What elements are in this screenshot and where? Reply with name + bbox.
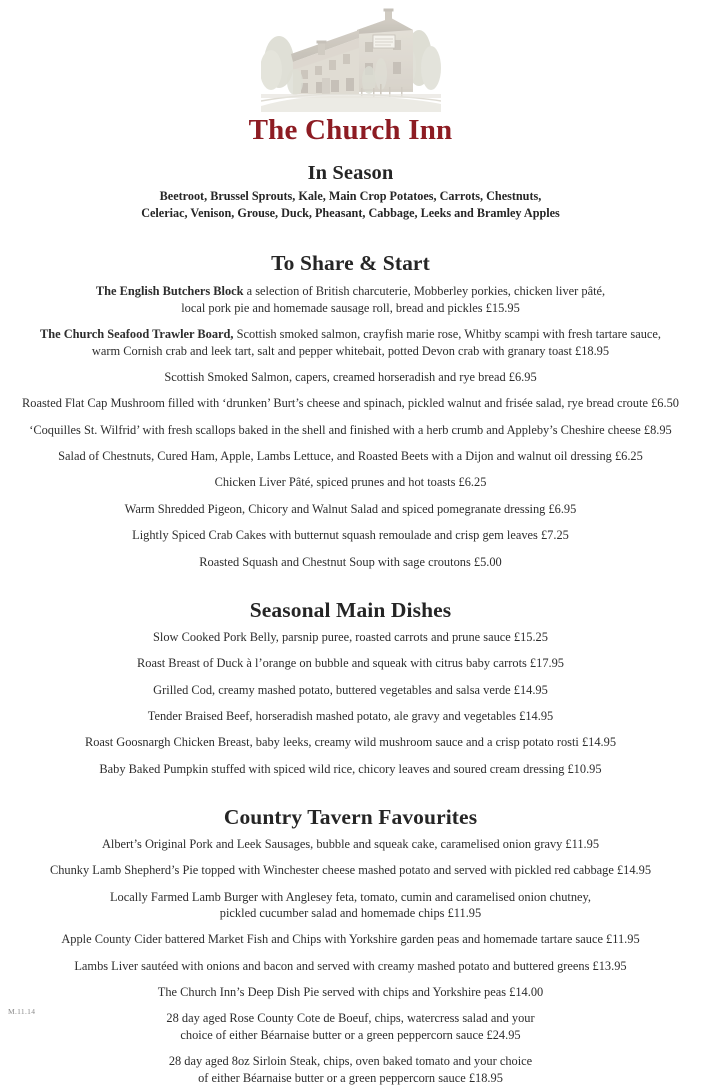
in-season-line: Celeriac, Venison, Grouse, Duck, Pheasant, Cabbage, Leeks and Bramley Apples bbox=[141, 206, 560, 221]
menu-item-text: Baby Baked Pumpkin stuffed with spiced wild rice, chicory leaves and soured cream dressing £10.95 bbox=[99, 761, 602, 776]
menu-item-text: Apple County Cider battered Market Fish and Chips with Yorkshire garden peas and homemade tartare sauce £11.95 bbox=[61, 932, 640, 947]
menu-item-text: Grilled Cod, creamy mashed potato, buttered vegetables and salsa verde £14.95 bbox=[153, 682, 548, 697]
menu-item bbox=[11, 836, 691, 852]
section-country-tavern-favourites bbox=[0, 805, 701, 1086]
menu-item-text: Locally Farmed Lamb Burger with Anglesey feta, tomato, cumin and caramelised onion chutney, bbox=[109, 889, 592, 904]
section-seasonal-main-dishes bbox=[0, 598, 701, 777]
menu-item-lead: The English Butchers Block bbox=[95, 284, 244, 299]
menu-item-text: Albert’s Original Pork and Leek Sausages, bubble and squeak cake, caramelised onion gravy £11.95 bbox=[101, 836, 600, 851]
menu-item-text: Warm Shredded Pigeon, Chicory and Walnut Salad and spiced pomegranate dressing £6.95 bbox=[124, 501, 577, 516]
menu-item-lead: The Church Seafood Trawler Board, bbox=[39, 327, 234, 342]
menu-item-text: Lightly Spiced Crab Cakes with butternut squash remoulade and crisp gem leaves £7.25 bbox=[132, 528, 569, 543]
menu-item-text: The Church Inn’s Deep Dish Pie served with chips and Yorkshire peas £14.00 bbox=[157, 985, 544, 1000]
menu-item bbox=[11, 708, 691, 724]
menu-item-text: Slow Cooked Pork Belly, parsnip puree, roasted carrots and prune sauce £15.25 bbox=[153, 629, 548, 644]
menu-item bbox=[11, 734, 691, 750]
menu-item bbox=[11, 369, 691, 385]
menu-item bbox=[11, 682, 691, 698]
menu-item bbox=[11, 283, 691, 316]
menu-item bbox=[11, 931, 691, 947]
section-title-in-season: In Season bbox=[307, 162, 394, 185]
menu-item bbox=[11, 958, 691, 974]
menu-item bbox=[11, 1010, 691, 1043]
menu-item-text: of either Béarnaise butter or a green peppercorn sauce £18.95 bbox=[198, 1070, 503, 1085]
menu-item-text: Chunky Lamb Shepherd’s Pie topped with Winchester cheese mashed potato and served with pickled red cabbage £14.95 bbox=[49, 863, 652, 878]
menu-item bbox=[11, 448, 691, 464]
menu-item-text: 28 day aged 8oz Sirloin Steak, chips, oven baked tomato and your choice bbox=[168, 1054, 533, 1069]
menu-item-text: ‘Coquilles St. Wilfrid’ with fresh scallops baked in the shell and finished with a herb crumb and Appleby’s Cheshire cheese £8.95 bbox=[29, 422, 672, 437]
section-title-to-share-and-start: To Share & Start bbox=[271, 250, 430, 275]
menu-item-list-country-tavern-favourites bbox=[0, 836, 701, 1086]
menu-item-list-seasonal-main-dishes bbox=[0, 629, 701, 777]
in-season-list bbox=[51, 188, 651, 223]
menu-header bbox=[0, 0, 701, 145]
menu-item bbox=[11, 862, 691, 878]
menu-item-list-to-share-and-start bbox=[0, 283, 701, 570]
menu-item-text: Roasted Squash and Chestnut Soup with sage croutons £5.00 bbox=[199, 554, 502, 569]
menu-item bbox=[11, 395, 691, 411]
menu-item-text: Scottish Smoked Salmon, capers, creamed horseradish and rye bread £6.95 bbox=[164, 369, 537, 384]
menu-item bbox=[11, 629, 691, 645]
menu-item-text: Chicken Liver Pâté, spiced prunes and hot toasts £6.25 bbox=[214, 475, 487, 490]
section-to-share-and-start bbox=[0, 251, 701, 570]
menu-item-text: Lambs Liver sautéed with onions and bacon and served with creamy mashed potato and buttered greens £13.95 bbox=[74, 958, 627, 973]
menu-item bbox=[11, 1053, 691, 1086]
menu-item-text: choice of either Béarnaise butter or a green peppercorn sauce £24.95 bbox=[180, 1027, 521, 1042]
menu-item-text: 28 day aged Rose County Cote de Boeuf, chips, watercress salad and your bbox=[166, 1011, 535, 1026]
menu-item bbox=[11, 554, 691, 570]
page-title: The Church Inn bbox=[248, 114, 453, 146]
menu-item bbox=[11, 474, 691, 490]
footer-revision-code: M.11.14 bbox=[8, 1007, 36, 1016]
menu-item bbox=[11, 326, 691, 359]
section-title-country-tavern-favourites: Country Tavern Favourites bbox=[223, 805, 478, 830]
menu-item bbox=[11, 422, 691, 438]
menu-item bbox=[11, 889, 691, 922]
menu-item bbox=[11, 655, 691, 671]
menu-item bbox=[11, 501, 691, 517]
menu-item-text: a selection of British charcuterie, Mobberley porkies, chicken liver pâté, bbox=[243, 284, 606, 299]
menu-item-text: Roasted Flat Cap Mushroom filled with ‘drunken’ Burt’s cheese and spinach, pickled walnut and frisée salad, rye bread croute £6.50 bbox=[22, 396, 679, 411]
menu-item-text: Salad of Chestnuts, Cured Ham, Apple, Lambs Lettuce, and Roasted Beets with a Dijon and walnut oil dressing £6.25 bbox=[58, 449, 643, 464]
menu-item-text: Roast Breast of Duck à l’orange on bubble and squeak with citrus baby carrots £17.95 bbox=[136, 656, 565, 671]
menu-item-text: Tender Braised Beef, horseradish mashed potato, ale gravy and vegetables £14.95 bbox=[147, 708, 554, 723]
section-title-seasonal-main-dishes: Seasonal Main Dishes bbox=[249, 597, 452, 622]
menu-item bbox=[11, 527, 691, 543]
menu-item-text: warm Cornish crab and leek tart, salt and pepper whitebait, potted Devon crab with granary toast £18.95 bbox=[91, 343, 610, 358]
menu-item bbox=[11, 761, 691, 777]
in-season-line: Beetroot, Brussel Sprouts, Kale, Main Crop Potatoes, Carrots, Chestnuts, bbox=[159, 189, 542, 204]
menu-item-text: Scottish smoked salmon, crayfish marie rose, Whitby scampi with fresh tartare sauce, bbox=[233, 327, 662, 342]
menu-item-text: local pork pie and homemade sausage roll, bread and pickles £15.95 bbox=[181, 300, 520, 315]
menu-item bbox=[11, 984, 691, 1000]
church-inn-building-illustration bbox=[261, 8, 441, 112]
section-in-season bbox=[0, 161, 701, 222]
menu-item-text: pickled cucumber salad and homemade chips £11.95 bbox=[219, 905, 482, 920]
menu-item-text: Roast Goosnargh Chicken Breast, baby leeks, creamy wild mushroom sauce and a crisp potato rosti £14.95 bbox=[84, 735, 617, 750]
